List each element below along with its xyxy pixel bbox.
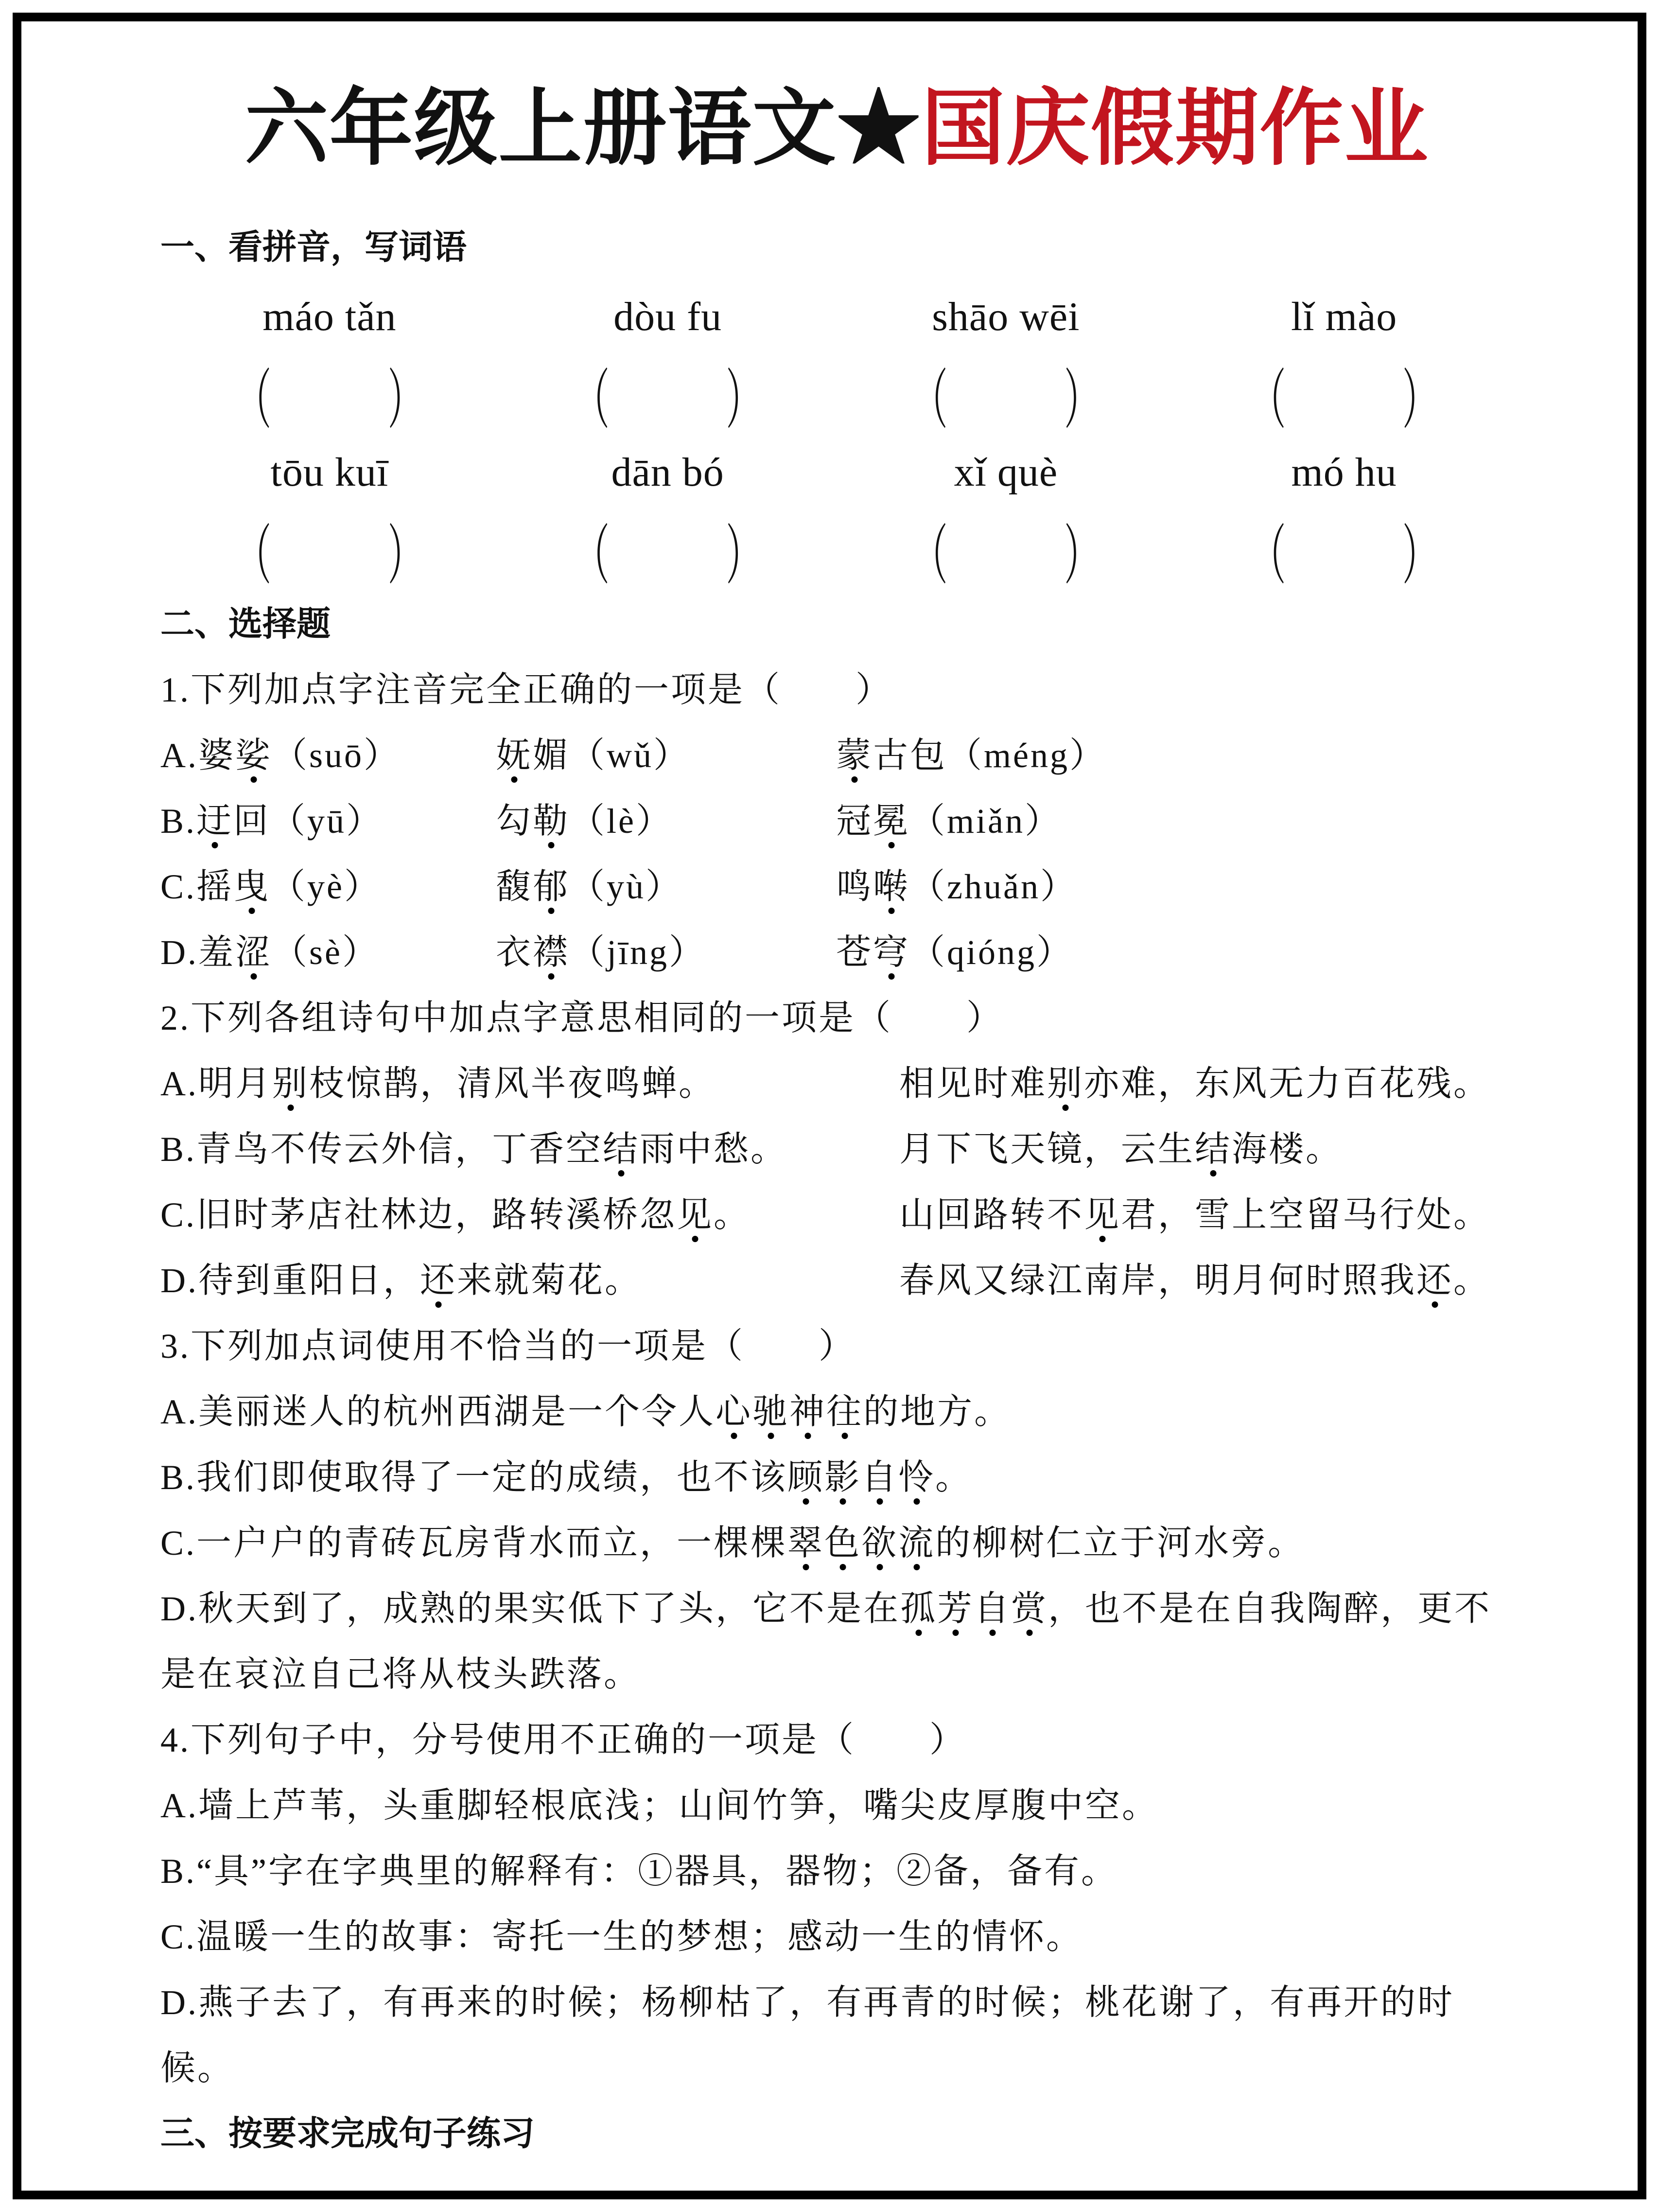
answer-cell: [837, 521, 1175, 593]
emphasized-char: 结: [603, 1130, 640, 1169]
option-cell: A.墙上芦苇，头重脚轻根底浅；山间竹笋，嘴尖皮厚腹中空。: [160, 1786, 1159, 1826]
emphasized-char: 孤: [900, 1589, 938, 1629]
close-paren: ）: [726, 521, 760, 593]
emphasized-char: 流: [898, 1524, 936, 1563]
close-paren: ）: [1064, 521, 1099, 593]
emphasized-char: 顾: [787, 1458, 825, 1497]
pinyin-word: dān bó: [611, 450, 724, 495]
answer-blank: [237, 366, 422, 437]
option-cell: A.明月别枝惊鹊，清风半夜鸣蝉。: [160, 1064, 716, 1104]
emphasized-char: 别: [272, 1064, 310, 1104]
questions: [160, 657, 1513, 2101]
pinyin-word: mó hu: [1291, 450, 1397, 495]
answer-cell: [499, 366, 837, 437]
option-cell: 月下飞天镜，云生结海楼。: [899, 1130, 1343, 1169]
emphasized-char: 心: [716, 1392, 753, 1432]
answer-blank: [913, 366, 1099, 437]
pinyin-word: xǐ què: [954, 450, 1058, 495]
option-row: [160, 1117, 1513, 1182]
answer-blank: [1252, 366, 1437, 437]
answer-cell: [837, 366, 1175, 437]
option-cell: C.旧时茅店社林边，路转溪桥忽见。: [160, 1195, 751, 1235]
emphasized-char: 自: [974, 1589, 1012, 1629]
option-row: [160, 1510, 1513, 1576]
emphasized-char: 怜: [898, 1458, 936, 1497]
emphasized-char: 翠: [787, 1524, 825, 1563]
section-2-heading: 二、选择题: [160, 606, 331, 644]
answer-blank: [237, 521, 422, 593]
option-row: [160, 1182, 1513, 1248]
option-row: [160, 723, 1513, 789]
option-cell: C.温暖一生的故事：寄托一生的梦想；感动一生的情怀。: [160, 1917, 1083, 1957]
option-cell: 勾勒（lè）: [496, 802, 673, 841]
option-cell: 冠冕（miǎn）: [836, 802, 1062, 841]
answer-paren-row: [160, 353, 1513, 436]
option-cell: D.羞涩（sè）: [160, 933, 379, 972]
emphasized-char: 赏: [1011, 1589, 1048, 1629]
question-stem: 2.下列各组诗句中加点字意思相同的一项是（ ）: [160, 999, 1004, 1038]
question-stem: 1.下列加点字注音完全正确的一项是（ ）: [160, 670, 893, 710]
option-cell: 山回路转不见君，雪上空留马行处。: [899, 1195, 1491, 1235]
option-cell: 鸣啭（zhuǎn）: [836, 867, 1077, 907]
open-paren: （: [913, 521, 948, 593]
question-stem: 4.下列句子中，分号使用不正确的一项是（ ）: [160, 1720, 967, 1760]
option-row: [160, 1970, 1513, 2101]
option-row: [160, 1839, 1513, 1904]
option-cell: A.美丽迷人的杭州西湖是一个令人心驰神往的地方。: [160, 1392, 1012, 1432]
pinyin-word: máo tǎn: [262, 294, 397, 340]
section-1-heading: 一、看拼音，写词语: [160, 229, 467, 267]
title-red-text: 国庆假期作业: [921, 83, 1429, 176]
option-cell: C.摇曳（yè）: [160, 867, 382, 907]
pinyin-word: dòu fu: [613, 294, 722, 340]
emphasized-char: 驰: [752, 1392, 790, 1432]
option-row: [160, 1051, 1513, 1117]
close-paren: ）: [387, 366, 422, 437]
open-paren: （: [1252, 366, 1286, 437]
emphasized-char: 穹: [873, 933, 910, 972]
answer-cell: [499, 521, 837, 593]
emphasized-char: 芳: [937, 1589, 975, 1629]
option-cell: 馥郁（yù）: [496, 867, 683, 907]
emphasized-char: 还: [420, 1261, 457, 1300]
close-paren: ）: [1402, 366, 1437, 437]
answer-blank: [575, 521, 760, 593]
option-cell: B.青鸟不传云外信，丁香空结雨中愁。: [160, 1130, 788, 1169]
option-row: [160, 1248, 1513, 1314]
close-paren: ）: [1402, 521, 1437, 593]
close-paren: ）: [1064, 366, 1099, 437]
section-3-heading: 三、按要求完成句子练习: [160, 2115, 535, 2153]
emphasized-char: 勒: [533, 802, 570, 841]
emphasized-char: 影: [824, 1458, 862, 1497]
option-cell: 苍穹（qióng）: [836, 933, 1074, 972]
option-cell: D.待到重阳日，还来就菊花。: [160, 1261, 642, 1300]
option-cell: B.迂回（yū）: [160, 802, 384, 841]
option-cell: D.秋天到了，成熟的果实低下了头，它不是在孤芳自赏，也不是在自我陶醉，更不是在哀泣自己将从枝头跌落。: [160, 1589, 1492, 1694]
option-cell: A.婆娑（suō）: [160, 736, 401, 775]
option-cell: 妩媚（wǔ）: [496, 736, 691, 775]
option-cell: 相见时难别亦难，东风无力百花残。: [899, 1064, 1491, 1104]
open-paren: （: [237, 366, 271, 437]
answer-paren-row: [160, 509, 1513, 592]
option-row: [160, 789, 1513, 854]
option-cell: C.一户户的青砖瓦房背水而立，一棵棵翠色欲流的柳树仁立于河水旁。: [160, 1524, 1305, 1563]
answer-cell: [1175, 521, 1513, 593]
option-row: [160, 854, 1513, 920]
emphasized-char: 色: [824, 1524, 862, 1563]
emphasized-char: 见: [1084, 1195, 1121, 1235]
answer-cell: [160, 521, 499, 593]
emphasized-char: 自: [861, 1458, 899, 1497]
option-row: [160, 1576, 1513, 1707]
emphasized-char: 啭: [873, 867, 910, 907]
page-title: [160, 73, 1513, 186]
open-paren: （: [575, 366, 610, 437]
option-row: [160, 1379, 1513, 1445]
option-row: [160, 1773, 1513, 1839]
emphasized-char: 娑: [235, 736, 273, 775]
pinyin-word: tōu kuī: [270, 450, 389, 495]
emphasized-char: 曳: [233, 867, 271, 907]
close-paren: ）: [726, 366, 760, 437]
answer-blank: [1252, 521, 1437, 593]
emphasized-char: 见: [677, 1195, 714, 1235]
emphasized-char: 郁: [533, 867, 570, 907]
emphasized-char: 冕: [873, 802, 910, 841]
emphasized-char: 结: [1195, 1130, 1232, 1169]
open-paren: （: [913, 366, 948, 437]
emphasized-char: 欲: [861, 1524, 899, 1563]
answer-blank: [575, 366, 760, 437]
pinyin-grid: [160, 281, 1513, 592]
emphasized-char: 蒙: [836, 736, 873, 775]
answer-blank: [913, 521, 1099, 593]
emphasized-char: 涩: [235, 933, 273, 972]
answer-cell: [1175, 366, 1513, 437]
option-cell: B.“具”字在字典里的解释有：①器具，器物；②备，备有。: [160, 1852, 1118, 1891]
open-paren: （: [575, 521, 610, 593]
title-black-text: 六年级上册语文★: [244, 83, 922, 176]
option-cell: 衣襟（jīng）: [496, 933, 706, 972]
emphasized-char: 妩: [496, 736, 533, 775]
pinyin-word: shāo wēi: [932, 294, 1080, 340]
emphasized-char: 神: [789, 1392, 827, 1432]
pinyin-word-row: [160, 281, 1513, 353]
emphasized-char: 还: [1416, 1261, 1454, 1300]
option-row: [160, 1445, 1513, 1510]
option-cell: 春风又绿江南岸，明月何时照我还。: [899, 1261, 1491, 1300]
open-paren: （: [1252, 521, 1286, 593]
emphasized-char: 往: [826, 1392, 864, 1432]
close-paren: ）: [387, 521, 422, 593]
question-stem: 3.下列加点词使用不恰当的一项是（ ）: [160, 1327, 856, 1366]
pinyin-word-row: [160, 436, 1513, 509]
option-cell: B.我们即使取得了一定的成绩，也不该顾影自怜。: [160, 1458, 973, 1497]
option-cell: 蒙古包（méng）: [836, 736, 1106, 775]
pinyin-word: lǐ mào: [1291, 294, 1397, 340]
option-row: [160, 920, 1513, 985]
emphasized-char: 襟: [533, 933, 570, 972]
emphasized-char: 迂: [196, 802, 234, 841]
open-paren: （: [237, 521, 271, 593]
answer-cell: [160, 366, 499, 437]
emphasized-char: 别: [1047, 1064, 1084, 1104]
option-row: [160, 1904, 1513, 1970]
option-cell: D.燕子去了，有再来的时候；杨柳枯了，有再青的时候；桃花谢了，有再开的时候。: [160, 1983, 1454, 2088]
